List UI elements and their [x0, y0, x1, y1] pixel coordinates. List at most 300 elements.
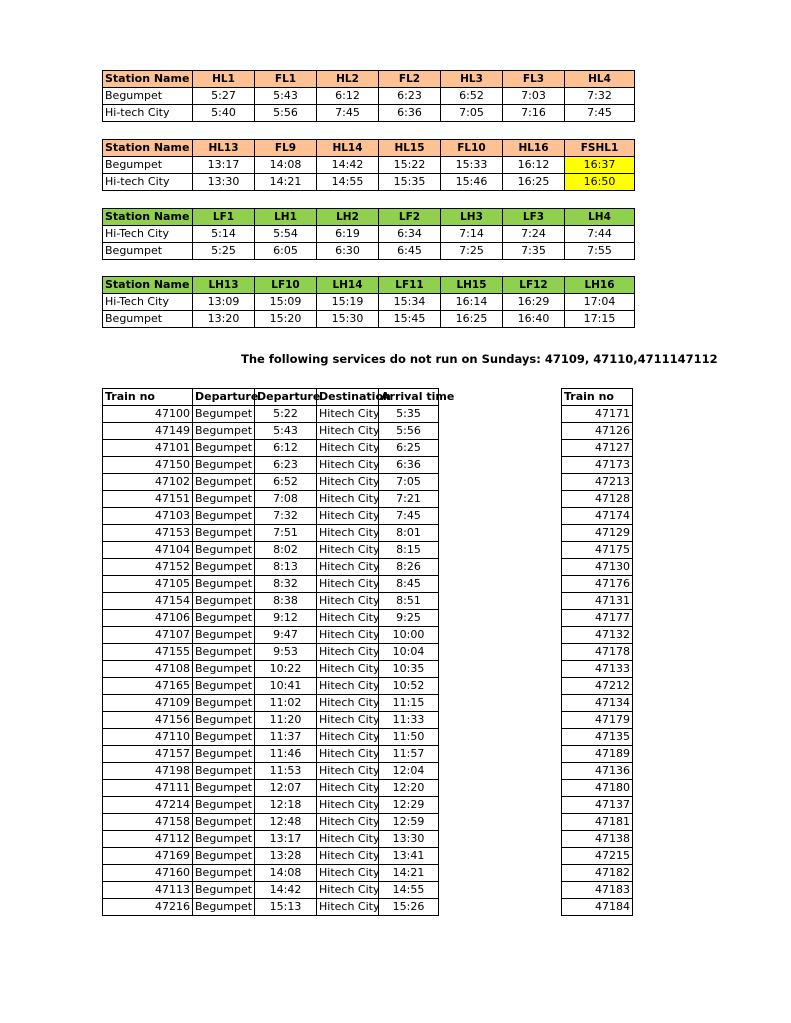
schedule-cell: Hitech City: [317, 474, 379, 491]
schedule-cell: 7:08: [255, 491, 317, 508]
table-row: [562, 423, 633, 440]
service-code: LH2: [317, 209, 379, 226]
service-code: LH3: [441, 209, 503, 226]
schedule-cell: 13:30: [379, 831, 439, 848]
schedule-cell: Hitech City: [317, 814, 379, 831]
schedule-cell: 47103: [103, 508, 193, 525]
table-row: [103, 780, 439, 797]
service-code: LH16: [565, 277, 635, 294]
column-header: Departure: [255, 389, 317, 406]
schedule-cell: 47111: [103, 780, 193, 797]
header-row: [103, 71, 635, 88]
schedule-cell: Hitech City: [317, 542, 379, 559]
schedule-cell: Begumpet: [193, 865, 255, 882]
schedule-cell: 10:52: [379, 678, 439, 695]
schedule-cell: 8:01: [379, 525, 439, 542]
station-name: Begumpet: [103, 157, 193, 174]
return-train-table: [561, 388, 633, 916]
service-code: LF11: [379, 277, 441, 294]
train-no-cell: 47177: [562, 610, 633, 627]
service-code: HL16: [503, 140, 565, 157]
schedule-cell: 10:04: [379, 644, 439, 661]
schedule-cell: Hitech City: [317, 695, 379, 712]
schedule-cell: 9:12: [255, 610, 317, 627]
schedule-cell: 47165: [103, 678, 193, 695]
service-code: HL14: [317, 140, 379, 157]
schedule-cell: 47154: [103, 593, 193, 610]
schedule-cell: Hitech City: [317, 763, 379, 780]
table-row: [103, 729, 439, 746]
train-no-cell: 47138: [562, 831, 633, 848]
schedule-cell: Begumpet: [193, 440, 255, 457]
schedule-cell: 47155: [103, 644, 193, 661]
table-row: [103, 294, 635, 311]
schedule-cell: 47169: [103, 848, 193, 865]
schedule-cell: Begumpet: [193, 899, 255, 916]
train-no-cell: 47180: [562, 780, 633, 797]
train-no-cell: 47127: [562, 440, 633, 457]
schedule-cell: 47150: [103, 457, 193, 474]
schedule-cell: 47100: [103, 406, 193, 423]
time-cell: 15:09: [255, 294, 317, 311]
header-row: [562, 389, 633, 406]
schedule-cell: 47104: [103, 542, 193, 559]
schedule-cell: Hitech City: [317, 780, 379, 797]
schedule-cell: 47214: [103, 797, 193, 814]
train-no-cell: 47184: [562, 899, 633, 916]
train-no-cell: 47132: [562, 627, 633, 644]
schedule-cell: Begumpet: [193, 491, 255, 508]
time-cell: 7:14: [441, 226, 503, 243]
schedule-cell: Begumpet: [193, 593, 255, 610]
time-cell: 7:44: [565, 226, 635, 243]
table-row: [103, 105, 635, 122]
train-no-cell: 47174: [562, 508, 633, 525]
schedule-cell: Hitech City: [317, 678, 379, 695]
table-row: [103, 457, 439, 474]
schedule-cell: 12:07: [255, 780, 317, 797]
schedule-cell: 47109: [103, 695, 193, 712]
train-schedule-table: [102, 388, 455, 916]
schedule-cell: 8:45: [379, 576, 439, 593]
schedule-cell: Hitech City: [317, 729, 379, 746]
sunday-note: The following services do not run on Sundays: 47109, 47110,4711147112: [241, 352, 718, 366]
schedule-cell: 47151: [103, 491, 193, 508]
header-row: [103, 209, 635, 226]
service-code: HL15: [379, 140, 441, 157]
schedule-cell: 47157: [103, 746, 193, 763]
schedule-cell: Hitech City: [317, 712, 379, 729]
table-row: [562, 406, 633, 423]
schedule-cell: 47160: [103, 865, 193, 882]
time-cell: 5:14: [193, 226, 255, 243]
schedule-cell: 11:37: [255, 729, 317, 746]
schedule-cell: Hitech City: [317, 457, 379, 474]
schedule-cell: 7:32: [255, 508, 317, 525]
station-name-header: Station Name: [103, 277, 193, 294]
station-name: Hi-tech City: [103, 105, 193, 122]
schedule-cell: Begumpet: [193, 457, 255, 474]
schedule-cell: 47158: [103, 814, 193, 831]
train-no-cell: 47129: [562, 525, 633, 542]
schedule-table-lh-2: [102, 276, 635, 328]
schedule-cell: 9:25: [379, 610, 439, 627]
time-cell: 16:50: [565, 174, 635, 191]
train-no-cell: 47137: [562, 797, 633, 814]
table-row: [562, 695, 633, 712]
schedule-cell: 47102: [103, 474, 193, 491]
schedule-cell: Hitech City: [317, 661, 379, 678]
table-row: [562, 457, 633, 474]
schedule-cell: Hitech City: [317, 423, 379, 440]
schedule-cell: Begumpet: [193, 644, 255, 661]
schedule-cell: Begumpet: [193, 746, 255, 763]
schedule-cell: Hitech City: [317, 491, 379, 508]
table-row: [562, 729, 633, 746]
time-cell: 5:54: [255, 226, 317, 243]
table-row: [562, 474, 633, 491]
time-cell: 15:22: [379, 157, 441, 174]
schedule-cell: Hitech City: [317, 440, 379, 457]
time-cell: 13:30: [193, 174, 255, 191]
schedule-table-lh-1: [102, 208, 635, 260]
schedule-cell: Begumpet: [193, 831, 255, 848]
time-cell: 15:33: [441, 157, 503, 174]
schedule-cell: 7:51: [255, 525, 317, 542]
table-row: [562, 593, 633, 610]
column-header: Train no: [103, 389, 193, 406]
time-cell: 7:16: [503, 105, 565, 122]
time-cell: 7:35: [503, 243, 565, 260]
schedule-cell: Begumpet: [193, 882, 255, 899]
schedule-cell: Begumpet: [193, 542, 255, 559]
train-no-cell: 47171: [562, 406, 633, 423]
table-row: [103, 814, 439, 831]
schedule-cell: Hitech City: [317, 508, 379, 525]
table-row: [562, 644, 633, 661]
schedule-cell: Begumpet: [193, 712, 255, 729]
table-row: [562, 712, 633, 729]
time-cell: 14:08: [255, 157, 317, 174]
schedule-cell: Begumpet: [193, 780, 255, 797]
schedule-cell: 6:36: [379, 457, 439, 474]
schedule-cell: 10:41: [255, 678, 317, 695]
schedule-cell: 10:35: [379, 661, 439, 678]
table-row: [562, 831, 633, 848]
table-row: [103, 882, 439, 899]
time-cell: 16:25: [503, 174, 565, 191]
schedule-cell: 47113: [103, 882, 193, 899]
table-row: [103, 157, 635, 174]
schedule-cell: Begumpet: [193, 797, 255, 814]
service-code: LF10: [255, 277, 317, 294]
schedule-cell: 10:00: [379, 627, 439, 644]
time-cell: 5:27: [193, 88, 255, 105]
schedule-cell: 14:21: [379, 865, 439, 882]
schedule-cell: 6:25: [379, 440, 439, 457]
schedule-cell: 5:22: [255, 406, 317, 423]
schedule-cell: Begumpet: [193, 627, 255, 644]
schedule-cell: 8:02: [255, 542, 317, 559]
schedule-cell: Begumpet: [193, 406, 255, 423]
time-cell: 13:09: [193, 294, 255, 311]
time-cell: 17:04: [565, 294, 635, 311]
table-row: [103, 831, 439, 848]
time-cell: 17:15: [565, 311, 635, 328]
service-code: LH4: [565, 209, 635, 226]
time-cell: 15:20: [255, 311, 317, 328]
schedule-cell: 14:55: [379, 882, 439, 899]
schedule-cell: 47105: [103, 576, 193, 593]
time-cell: 16:37: [565, 157, 635, 174]
service-code: LH13: [193, 277, 255, 294]
schedule-cell: 47101: [103, 440, 193, 457]
schedule-cell: 8:51: [379, 593, 439, 610]
schedule-cell: 11:57: [379, 746, 439, 763]
schedule-cell: Begumpet: [193, 763, 255, 780]
train-no-cell: 47126: [562, 423, 633, 440]
schedule-cell: Hitech City: [317, 406, 379, 423]
table-row: [562, 542, 633, 559]
column-header: Destination: [317, 389, 379, 406]
train-no-cell: 47128: [562, 491, 633, 508]
service-code: HL13: [193, 140, 255, 157]
schedule-cell: 6:52: [255, 474, 317, 491]
service-code: LF2: [379, 209, 441, 226]
schedule-cell: Begumpet: [193, 814, 255, 831]
schedule-cell: 5:35: [379, 406, 439, 423]
schedule-cell: 11:50: [379, 729, 439, 746]
schedule-cell: 47149: [103, 423, 193, 440]
service-code: FL9: [255, 140, 317, 157]
schedule-cell: Hitech City: [317, 627, 379, 644]
table-row: [103, 678, 439, 695]
time-cell: 6:45: [379, 243, 441, 260]
table-row: [562, 576, 633, 593]
schedule-cell: 8:26: [379, 559, 439, 576]
service-code: LF12: [503, 277, 565, 294]
schedule-cell: 9:53: [255, 644, 317, 661]
table-row: [103, 644, 439, 661]
table-row: [562, 814, 633, 831]
time-cell: 7:45: [317, 105, 379, 122]
train-no-cell: 47173: [562, 457, 633, 474]
table-row: [103, 559, 439, 576]
table-row: [103, 695, 439, 712]
time-cell: 14:42: [317, 157, 379, 174]
header-row: [103, 389, 439, 406]
schedule-cell: 47216: [103, 899, 193, 916]
schedule-cell: 13:41: [379, 848, 439, 865]
schedule-cell: Begumpet: [193, 508, 255, 525]
schedule-cell: 11:15: [379, 695, 439, 712]
time-cell: 5:56: [255, 105, 317, 122]
schedule-cell: Hitech City: [317, 610, 379, 627]
schedule-cell: Begumpet: [193, 576, 255, 593]
service-code: FL2: [379, 71, 441, 88]
time-cell: 16:14: [441, 294, 503, 311]
schedule-cell: 10:22: [255, 661, 317, 678]
time-cell: 7:24: [503, 226, 565, 243]
table-row: [103, 440, 439, 457]
service-code: LH14: [317, 277, 379, 294]
time-cell: 6:19: [317, 226, 379, 243]
time-cell: 5:43: [255, 88, 317, 105]
schedule-cell: 13:28: [255, 848, 317, 865]
table-row: [103, 542, 439, 559]
schedule-cell: 47152: [103, 559, 193, 576]
time-cell: 16:25: [441, 311, 503, 328]
service-code: HL3: [441, 71, 503, 88]
station-name-header: Station Name: [103, 140, 193, 157]
schedule-cell: 11:20: [255, 712, 317, 729]
schedule-cell: 47106: [103, 610, 193, 627]
table-row: [103, 610, 439, 627]
schedule-cell: Hitech City: [317, 576, 379, 593]
table-row: [562, 678, 633, 695]
table-row: [103, 226, 635, 243]
table-row: [103, 174, 635, 191]
column-header: Arrival time: [379, 389, 439, 406]
station-name: Begumpet: [103, 311, 193, 328]
table-row: [103, 848, 439, 865]
schedule-cell: Hitech City: [317, 882, 379, 899]
train-no-cell: 47130: [562, 559, 633, 576]
service-code: FL10: [441, 140, 503, 157]
schedule-cell: 13:17: [255, 831, 317, 848]
time-cell: 13:20: [193, 311, 255, 328]
train-no-cell: 47175: [562, 542, 633, 559]
schedule-table-hl-1: [102, 70, 635, 122]
schedule-cell: 15:13: [255, 899, 317, 916]
schedule-cell: 7:05: [379, 474, 439, 491]
schedule-cell: 12:48: [255, 814, 317, 831]
station-name: Hi-Tech City: [103, 226, 193, 243]
table-row: [103, 491, 439, 508]
schedule-cell: 8:13: [255, 559, 317, 576]
time-cell: 13:17: [193, 157, 255, 174]
train-no-cell: 47213: [562, 474, 633, 491]
time-cell: 7:25: [441, 243, 503, 260]
schedule-cell: 47108: [103, 661, 193, 678]
train-no-cell: 47212: [562, 678, 633, 695]
time-cell: 6:23: [379, 88, 441, 105]
service-code: LF3: [503, 209, 565, 226]
schedule-cell: Hitech City: [317, 525, 379, 542]
schedule-cell: 7:21: [379, 491, 439, 508]
schedule-cell: 7:45: [379, 508, 439, 525]
time-cell: 7:55: [565, 243, 635, 260]
table-row: [103, 423, 439, 440]
schedule-cell: 14:08: [255, 865, 317, 882]
table-row: [562, 899, 633, 916]
time-cell: 15:19: [317, 294, 379, 311]
time-cell: 15:46: [441, 174, 503, 191]
table-row: [103, 508, 439, 525]
service-code: FL3: [503, 71, 565, 88]
table-row: [103, 712, 439, 729]
table-row: [562, 763, 633, 780]
schedule-cell: 15:26: [379, 899, 439, 916]
time-cell: 15:30: [317, 311, 379, 328]
train-no-cell: 47134: [562, 695, 633, 712]
time-cell: 6:30: [317, 243, 379, 260]
service-code: HL1: [193, 71, 255, 88]
time-cell: 6:12: [317, 88, 379, 105]
train-no-cell: 47215: [562, 848, 633, 865]
service-code: FL1: [255, 71, 317, 88]
schedule-cell: 8:38: [255, 593, 317, 610]
schedule-cell: Begumpet: [193, 678, 255, 695]
table-row: [562, 627, 633, 644]
time-cell: 14:55: [317, 174, 379, 191]
schedule-cell: Begumpet: [193, 610, 255, 627]
table-row: [562, 440, 633, 457]
schedule-cell: Begumpet: [193, 661, 255, 678]
schedule-cell: Hitech City: [317, 865, 379, 882]
table-row: [103, 311, 635, 328]
time-cell: 7:03: [503, 88, 565, 105]
schedule-cell: 47107: [103, 627, 193, 644]
time-cell: 7:05: [441, 105, 503, 122]
time-cell: 16:12: [503, 157, 565, 174]
schedule-cell: Begumpet: [193, 729, 255, 746]
schedule-cell: 11:53: [255, 763, 317, 780]
service-code: HL2: [317, 71, 379, 88]
schedule-cell: 47198: [103, 763, 193, 780]
schedule-cell: Begumpet: [193, 423, 255, 440]
table-row: [562, 797, 633, 814]
schedule-cell: Hitech City: [317, 899, 379, 916]
table-row: [562, 610, 633, 627]
schedule-cell: Hitech City: [317, 593, 379, 610]
train-no-cell: 47136: [562, 763, 633, 780]
table-row: [562, 661, 633, 678]
table-row: [562, 746, 633, 763]
schedule-cell: 8:15: [379, 542, 439, 559]
time-cell: 16:29: [503, 294, 565, 311]
table-row: [103, 88, 635, 105]
train-no-header: Train no: [562, 389, 633, 406]
train-no-cell: 47131: [562, 593, 633, 610]
train-no-cell: 47178: [562, 644, 633, 661]
time-cell: 6:34: [379, 226, 441, 243]
table-row: [562, 882, 633, 899]
table-row: [103, 406, 439, 423]
schedule-cell: Hitech City: [317, 559, 379, 576]
station-name-header: Station Name: [103, 209, 193, 226]
table-row: [103, 474, 439, 491]
train-no-cell: 47181: [562, 814, 633, 831]
schedule-cell: 11:02: [255, 695, 317, 712]
schedule-cell: Begumpet: [193, 695, 255, 712]
schedule-cell: Hitech City: [317, 831, 379, 848]
train-no-cell: 47183: [562, 882, 633, 899]
schedule-cell: Begumpet: [193, 474, 255, 491]
schedule-cell: Begumpet: [193, 559, 255, 576]
table-row: [103, 763, 439, 780]
table-row: [103, 525, 439, 542]
schedule-cell: Begumpet: [193, 848, 255, 865]
train-no-cell: 47176: [562, 576, 633, 593]
schedule-cell: 47110: [103, 729, 193, 746]
schedule-cell: 14:42: [255, 882, 317, 899]
time-cell: 15:45: [379, 311, 441, 328]
station-name: Hi-Tech City: [103, 294, 193, 311]
table-row: [562, 491, 633, 508]
time-cell: 7:45: [565, 105, 635, 122]
time-cell: 14:21: [255, 174, 317, 191]
